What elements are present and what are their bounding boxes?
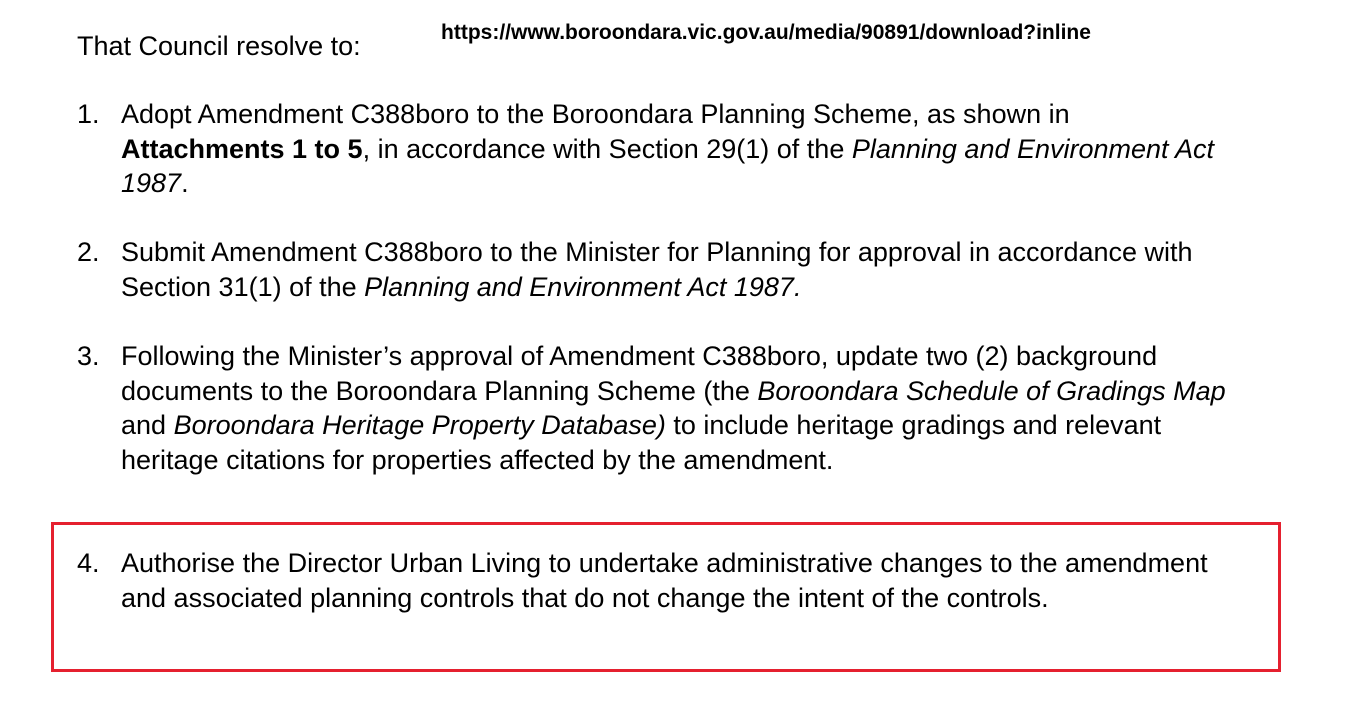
item-text xyxy=(121,235,1237,304)
item-text xyxy=(121,97,1237,201)
act-title: Planning and Environment Act 1987. xyxy=(364,271,802,302)
item-text-segment: to include heritage gradings and relevant heritage citations for properties affected by the amendment. xyxy=(121,410,1162,475)
document-title: Boroondara Heritage Property Database) xyxy=(173,410,666,440)
item-text xyxy=(121,339,1237,477)
item-text-segment: , in accordance with Section 29(1) of the xyxy=(362,133,852,164)
resolution-item-1 xyxy=(77,97,1237,201)
resolution-item-3 xyxy=(77,339,1237,477)
item-text-segment: Submit Amendment C388boro to the Minister for Planning for approval in accordance with Section 31(1) of the xyxy=(121,237,1193,302)
item-number: 2. xyxy=(77,237,100,267)
item-text-segment: and xyxy=(121,410,174,440)
item-text-segment: Adopt Amendment C388boro to the Boroondara Planning Scheme, as shown in xyxy=(121,99,1070,129)
item-number: 4. xyxy=(77,548,100,578)
document-title: Boroondara Schedule of Gradings Map xyxy=(757,375,1226,406)
resolution-item-4 xyxy=(77,546,1237,615)
item-text-segment: Following the Minister’s approval of Amendment C388boro, update two (2) background documents to the Boroondara Planning Scheme (the xyxy=(121,341,1158,406)
item-number: 3. xyxy=(77,341,100,371)
item-number: 1. xyxy=(77,99,100,129)
item-text xyxy=(121,546,1237,615)
intro-text: That Council resolve to: xyxy=(77,31,361,61)
source-url: https://www.boroondara.vic.gov.au/media/90891/download?inline xyxy=(441,21,1091,44)
attachments-reference: Attachments 1 to 5 xyxy=(121,133,363,164)
item-text-segment: . xyxy=(181,168,189,198)
resolution-item-2 xyxy=(77,235,1237,304)
item-text-segment: Authorise the Director Urban Living to undertake administrative changes to the amendment and associated planning controls that do not change the intent of the controls. xyxy=(121,548,1208,613)
act-title: Planning and Environment Act 1987 xyxy=(121,133,1215,198)
